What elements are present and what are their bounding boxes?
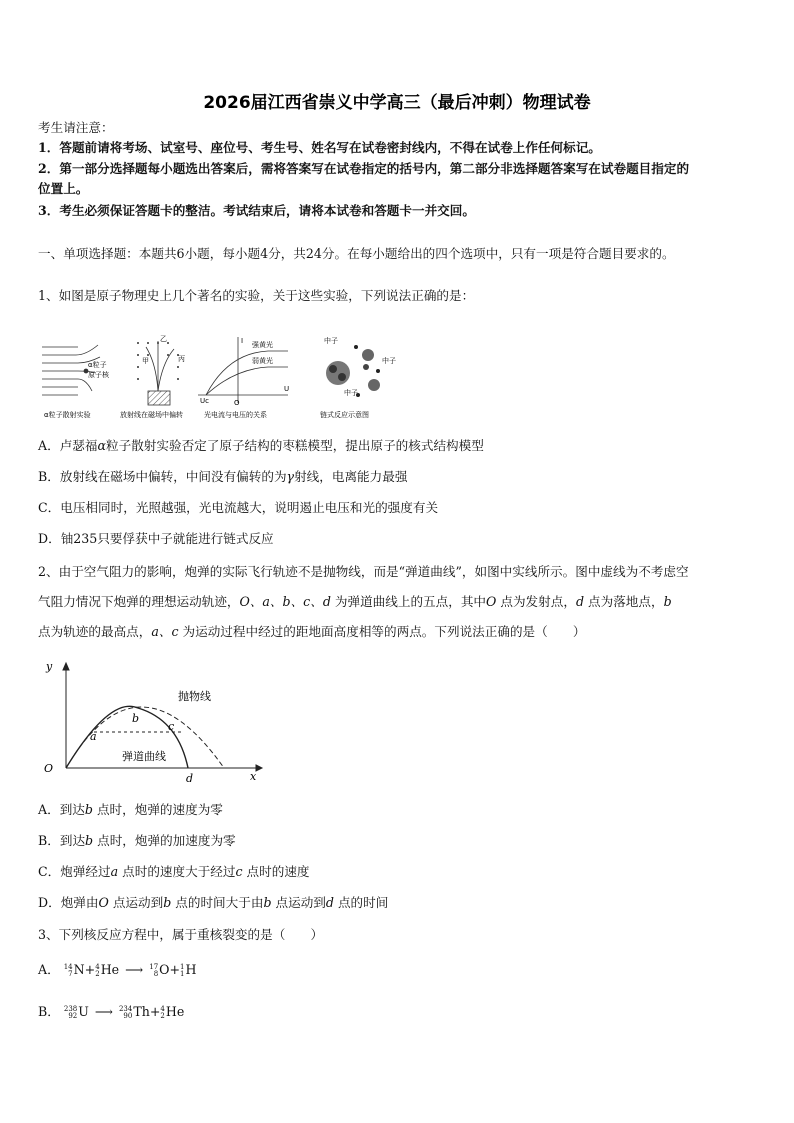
q1-option-d[interactable] (38, 529, 274, 549)
label-neutron-3: 中子 (344, 389, 358, 397)
label-c: c (168, 720, 175, 733)
label-jia: 甲 (142, 357, 149, 365)
label-x: x (250, 770, 257, 783)
q1-b-var: γ (286, 469, 295, 484)
caption-alpha: α粒子散射实验 (44, 411, 91, 419)
panel-photocurrent (198, 337, 288, 403)
q1-a-text: A．卢瑟福 (38, 438, 98, 453)
label-d: d (186, 772, 194, 785)
label-O: O (44, 762, 54, 775)
label-nucleus: 原子核 (88, 371, 109, 379)
label-strong-light: 强黄光 (252, 341, 273, 349)
label-alpha: α粒子 (88, 361, 107, 369)
label-parabola: 抛物线 (178, 690, 211, 703)
notice-item-2: 2．第一部分选择题每小题选出答案后，需将答案写在试卷指定的括号内，第二部分非选择题答案写在试卷题目指定的 (38, 161, 690, 176)
q1-d-text: D．铀235只要俘获中子就能进行链式反应 (38, 531, 274, 546)
q1-stem: 1、如图是原子物理史上几个著名的实验，关于这些实验，下列说法正确的是： (38, 288, 475, 303)
label-bing: 丙 (178, 355, 185, 363)
caption-chain: 链式反应示意图 (320, 411, 369, 419)
page-title: 2026届江西省崇义中学高三（最后冲刺）物理试卷 (203, 93, 591, 113)
notice-item-3: 3．考生必须保证答题卡的整洁。考试结束后，请将本试卷和答题卡一并交回。 (38, 203, 475, 218)
label-weak-light: 弱黄光 (252, 357, 273, 365)
q2-trajectory-figure (38, 656, 268, 786)
q1-option-b[interactable] (38, 467, 407, 487)
label-neutron-1: 中子 (324, 337, 338, 345)
notice-heading: 考生请注意： (38, 120, 114, 135)
label-O: O (234, 399, 240, 407)
label-I: I (241, 337, 244, 345)
label-yi: 乙 (160, 335, 167, 343)
q2-stem-line-3: 点为轨迹的最高点，a、c 为运动过程中经过的距地面高度相等的两点。下列说法正确的是（ ） (38, 624, 586, 639)
caption-photocurrent: 光电流与电压的关系 (204, 411, 267, 419)
q1-a-var: α (97, 438, 106, 453)
label-ballistic: 弹道曲线 (122, 750, 166, 763)
label-Uc: Uc (200, 397, 209, 405)
q1-option-c[interactable] (38, 498, 438, 518)
q3-option-b[interactable]: B． 238 92 U ⟶ 234 90 Th+ 4 2 He (38, 1004, 185, 1020)
q1-c-text: C．电压相同时，光照越强，光电流越大，说明遏止电压和光的强度有关 (38, 500, 439, 515)
notice-item-1: 1．答题前请将考场、试室号、座位号、考生号、姓名写在试卷密封线内，不得在试卷上作任何标记。 (38, 140, 601, 155)
q1-a-text2: 粒子散射实验否定了原子结构的枣糕模型，提出原子的核式结构模型 (106, 438, 484, 453)
caption-magnetic: 放射线在磁场中偏转 (120, 411, 183, 419)
q2-option-c[interactable]: C．炮弹经过a 点时的速度大于经过c 点时的速度 (38, 864, 310, 879)
section-1-heading: 一、单项选择题：本题共6小题，每小题4分，共24分。在每小题给出的四个选项中，只有一项是符合题目要求的。 (38, 246, 675, 261)
label-b: b (132, 712, 140, 725)
panel-alpha-scattering (42, 345, 100, 395)
label-neutron-2: 中子 (382, 357, 396, 365)
q1-figure (38, 333, 398, 423)
q2-option-b[interactable]: B．到达b 点时，炮弹的加速度为零 (38, 833, 236, 848)
label-a: a (90, 730, 97, 743)
q1-option-a[interactable] (38, 436, 484, 456)
notice-item-2-cont: 位置上。 (38, 181, 89, 196)
q2-stem-line-2: 气阻力情况下炮弹的理想运动轨迹，O、a、b、c、d 为弹道曲线上的五点，其中O 点为发射点，d 点为落地点，b (38, 594, 672, 609)
q2-stem-line-1: 2、由于空气阻力的影响，炮弹的实际飞行轨迹不是抛物线，而是“弹道曲线”，如图中实线所示。图中虚线为不考虑空 (38, 564, 689, 579)
q3-option-a[interactable]: A． 14 7 N+ 4 2 He ⟶ 17 8 O+ 1 1 H (38, 962, 197, 978)
q2-option-a[interactable]: A．到达b 点时，炮弹的速度为零 (38, 802, 223, 817)
label-y: y (46, 660, 53, 673)
q1-b-text: B．放射线在磁场中偏转，中间没有偏转的为 (38, 469, 287, 484)
q3-stem: 3、下列核反应方程中，属于重核裂变的是（ ） (38, 927, 324, 942)
label-U: U (284, 385, 290, 393)
q1-b-text2: 射线，电离能力最强 (294, 469, 408, 484)
q2-option-d[interactable]: D．炮弹由O 点运动到b 点的时间大于由b 点运动到d 点的时间 (38, 895, 389, 910)
